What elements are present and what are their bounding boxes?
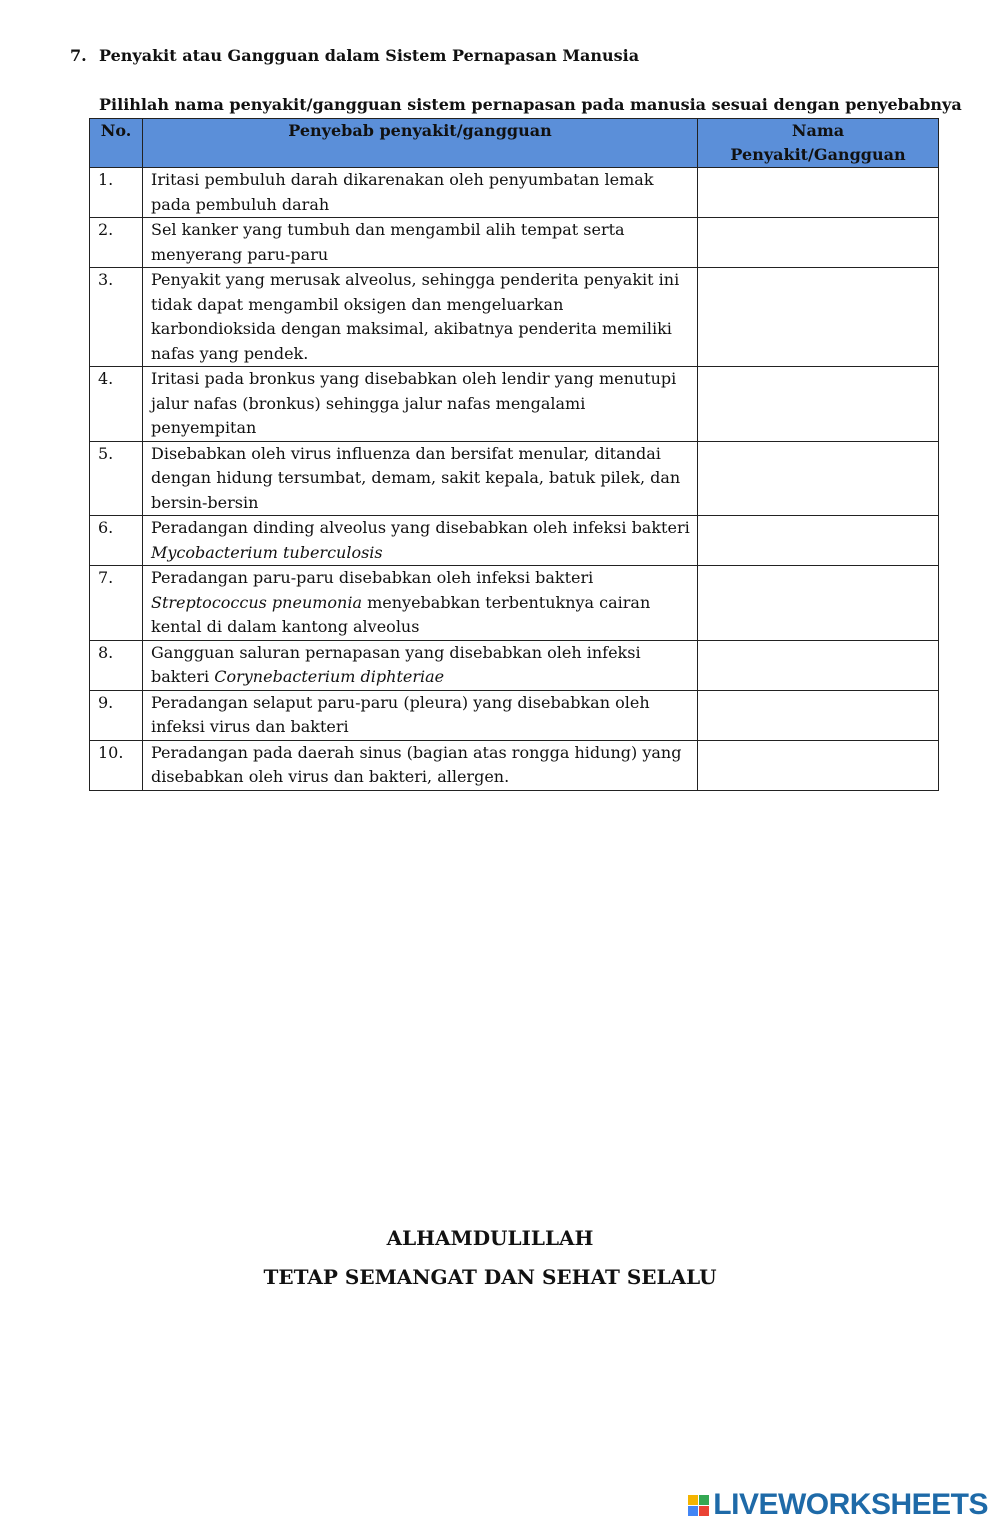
liveworksheets-logo-icon	[688, 1495, 709, 1516]
cause-segment: Penyakit yang merusak alveolus, sehingga penderita penyakit ini tidak dapat mengambil oksigen dan mengeluarkan karbondioksida dengan maksimal, akibatnya penderita memiliki nafas yang pendek.	[151, 270, 680, 363]
table-row	[90, 367, 939, 442]
cause-italic-term: Streptococcus pneumonia	[151, 592, 363, 612]
watermark-text: LIVEWORKSHEETS	[713, 1488, 988, 1521]
table-row	[90, 516, 939, 566]
cause-text	[143, 218, 698, 268]
answer-field[interactable]	[698, 740, 939, 790]
table-row	[90, 268, 939, 367]
table-row	[90, 168, 939, 218]
question-table	[89, 118, 939, 791]
table-body	[90, 168, 939, 791]
answer-field[interactable]	[698, 640, 939, 690]
closing-line-2: TETAP SEMANGAT DAN SEHAT SELALU	[263, 1265, 717, 1289]
row-number: 3.	[90, 268, 143, 367]
cause-segment: menyebabkan terbentuknya cairan kental di dalam kantong alveolus	[151, 592, 651, 636]
row-number: 6.	[90, 516, 143, 566]
table-row	[90, 441, 939, 516]
table-row	[90, 566, 939, 641]
answer-field[interactable]	[698, 218, 939, 268]
row-number: 8.	[90, 640, 143, 690]
cause-segment: Iritasi pada bronkus yang disebabkan oleh lendir yang menutupi jalur nafas (bronkus) sehingga jalur nafas mengalami penyempitan	[151, 369, 677, 437]
cause-italic-term: Corynebacterium diphteriae	[214, 667, 445, 686]
cause-text	[143, 690, 698, 740]
cause-segment: Iritasi pembuluh darah dikarenakan oleh penyumbatan lemak pada pembuluh darah	[151, 170, 654, 214]
table-row	[90, 690, 939, 740]
table-row	[90, 640, 939, 690]
row-number: 4.	[90, 367, 143, 442]
header-cause: Penyebab penyakit/gangguan	[143, 119, 698, 168]
cause-text	[143, 441, 698, 516]
cause-text	[143, 367, 698, 442]
table-row	[90, 740, 939, 790]
header-no: No.	[90, 119, 143, 168]
cause-text	[143, 640, 698, 690]
logo-square	[699, 1495, 709, 1505]
row-number: 5.	[90, 441, 143, 516]
logo-square	[699, 1506, 709, 1516]
cause-text	[143, 740, 698, 790]
section-number: 7.	[70, 46, 87, 65]
cause-text	[143, 566, 698, 641]
cause-segment: Disebabkan oleh virus influenza dan bersifat menular, ditandai dengan hidung tersumbat, demam, sakit kepala, batuk pilek, dan bersin-bersin	[151, 443, 681, 512]
logo-square	[688, 1495, 698, 1505]
row-number: 7.	[90, 566, 143, 641]
answer-field[interactable]	[698, 168, 939, 218]
table-row	[90, 218, 939, 268]
section-title: Penyakit atau Gangguan dalam Sistem Pernapasan Manusia	[99, 46, 640, 65]
cause-segment: Peradangan dinding alveolus yang disebabkan oleh infeksi bakteri	[151, 518, 690, 537]
answer-field[interactable]	[698, 367, 939, 442]
cause-segment: Peradangan pada daerah sinus (bagian atas rongga hidung) yang disebabkan oleh virus dan bakteri, allergen.	[151, 742, 682, 786]
cause-segment: Gangguan saluran pernapasan yang disebabkan oleh infeksi bakteri	[151, 642, 641, 686]
row-number: 2.	[90, 218, 143, 268]
answer-field[interactable]	[698, 268, 939, 367]
cause-segment: Peradangan selaput paru-paru (pleura) yang disebabkan oleh infeksi virus dan bakteri	[151, 692, 650, 736]
answer-field[interactable]	[698, 441, 939, 516]
table-header-row	[90, 119, 939, 168]
answer-field[interactable]	[698, 690, 939, 740]
answer-field[interactable]	[698, 566, 939, 641]
liveworksheets-watermark	[688, 1488, 988, 1522]
answer-field[interactable]	[698, 516, 939, 566]
cause-segment: Sel kanker yang tumbuh dan mengambil alih tempat serta menyerang paru-paru	[151, 220, 625, 264]
cause-segment: Peradangan paru-paru disebabkan oleh infeksi bakteri	[151, 568, 594, 587]
cause-text	[143, 168, 698, 218]
row-number: 9.	[90, 690, 143, 740]
instruction-text: Pilihlah nama penyakit/gangguan sistem pernapasan pada manusia sesuai dengan penyebabnya	[99, 95, 962, 114]
cause-text	[143, 516, 698, 566]
logo-square	[688, 1506, 698, 1516]
row-number: 10.	[90, 740, 143, 790]
row-number: 1.	[90, 168, 143, 218]
closing-line-1: ALHAMDULILLAH	[386, 1226, 594, 1250]
section-heading	[70, 46, 639, 65]
cause-italic-term: Mycobacterium tuberculosis	[151, 542, 383, 562]
header-answer: Nama Penyakit/Gangguan	[698, 119, 939, 168]
cause-text	[143, 268, 698, 367]
